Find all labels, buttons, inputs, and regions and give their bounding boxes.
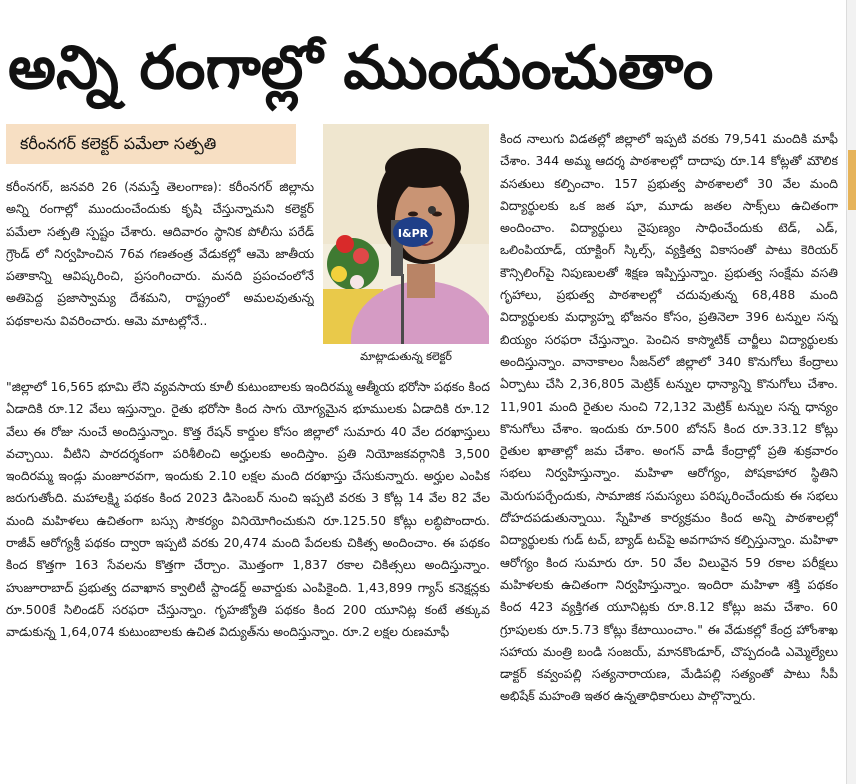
collector-photo-illustration	[323, 124, 489, 344]
adjacent-article-edge	[846, 0, 856, 784]
adjacent-photo-sliver	[848, 150, 856, 210]
article-paragraph-continued: కింద నాలుగు విడతల్లో జిల్లాలో ఇప్పటి వరకు 79,541 మందికి మాఫీ చేశాం. 344 అమ్మ ఆదర్శ పాఠశాలల్లో దాదాపు రూ.14 కోట్లతో మౌలిక వసతులు కల్పించాం. 157 ప్రభుత్వ పాఠశాలలో 30 వేల మంది విద్యార్థులకు ఒక జత షూ, మూడు జతల సాక్స్‌లు ఉచితంగా అందించాం. విద్యార్థులు నైపుణ్యం సాధించేందుకు టెడ్, ఎడ్, ఒలింపియాడ్, యాక్టింగ్ స్కిల్స్, వ్యక్తిత్వ వికాసంతో పాటు కెరియర్ కౌన్సిలింగ్‌పై నిపుణులతో శిక్షణ ఇప్పిస్తున్నాం. ప్రభుత్వ సంక్షేమ వసతి గృహాలు, ప్రభుత్వ పాఠశాలల్లో చదువుతున్న 68,488 మంది విద్యార్థులకు మధ్యాహ్న భోజనం కోసం, ప్రతినెలా 396 టన్నుల సన్న బియ్యం సరఫరా చేస్తున్నాం. పెంచిన కాస్మొటిక్ చార్జీలు విద్యార్థులకు అందిస్తున్నాం. వానాకాలం సీజన్‌లో జిల్లాలో 340 కొనుగోలు కేంద్రాలు ఏర్పాటు చేసి 2,36,805 మెట్రిక్ టన్నుల ధాన్యాన్ని కొనుగోలు చేశాం. 11,901 మంది రైతుల నుంచి 72,132 మెట్రిక్ టన్నుల సన్న ధాన్యం కొనుగోలు చేశాం. ఇందుకు రూ.500 బోనస్ కింద రూ.33.12 కోట్లు రైతుల ఖాతాల్లో జమ చేశాం. అంగన్ వాడీ కేంద్రాల్లో ప్రతి శుక్రవారం సభలు నిర్వహిస్తున్నాం. మహిళా ఆరోగ్యం, పోషకాహార స్థితిని మెరుగుపర్చేందుకు, సామాజిక సమస్యలు పరిష్కరించేందుకు ఈ సభలు దోహదపడుతున్నాయి. స్నేహిత కార్యక్రమం కింద అన్ని పాఠశాలల్లో విద్యార్థులకు గుడ్ టచ్, బ్యాడ్ టచ్‌పై అవగాహన కల్పిస్తున్నాం. మహిళా ఆరోగ్యం కింద సుమారు రూ. 50 వేల విలువైన 59 రకాల పరీక్షలు మహిళలకు ఉచితంగా నిర్వహిస్తున్నాం. ఇందిరా మహిళా శక్తి పథకం కింద 423 వ్యక్తిగత యూనిట్లకు రూ.8.12 కోట్లు జమ చేశాం. 60 గ్రూపులకు రూ.5.73 కోట్లు కేటాయించాం." ఈ వేడుకల్లో కేంద్ర హోంశాఖ సహాయ మంత్రి బండి సంజయ్, మానకొండూర్, చొప్పదండి ఎమ్మెల్యేలు డాక్టర్ కవ్వంపల్లి సత్యనారాయణ, మేడిపల్లి సత్యంతో పాటు సీపీ అభిషేక్ మహంతి ఇతర ఉన్నతాధికారులు పాల్గొన్నారు.	[500, 131, 838, 704]
article-column-left-bottom	[6, 376, 490, 780]
article-column-left-top	[6, 176, 314, 376]
byline-box	[6, 124, 296, 164]
article-paragraph-quote: "జిల్లాలో 16,565 భూమి లేని వ్యవసాయ కూలీ కుటుంబాలకు ఇందిరమ్మ ఆత్మీయ భరోసా పథకం కింద ఏడాదికి రూ.12 వేలు ఇస్తున్నాం. రైతు భరోసా కింద సాగు యోగ్యమైన భూములకు ఏడాదికి రూ.12 వేలు ఈ రోజు నుంచే అందిస్తున్నాం. కొత్త రేషన్ కార్డుల కోసం జిల్లాలో సుమారు 40 వేల దరఖాస్తులు వచ్చాయి. వీటిని పారదర్శకంగా పరిశీలించి అర్హులకు అందిస్తాం. ప్రతి నియోజకవర్గానికి 3,500 ఇందిరమ్మ ఇండ్లు మంజూరవగా, ఇందుకు 2.10 లక్షల మంది దరఖాస్తు చేసుకున్నారు. అర్హుల ఎంపిక జరుగుతోంది. మహాలక్ష్మి పథకం కింద 2023 డిసెంబర్ నుంచి ఇప్పటి వరకు 3 కోట్ల 14 వేల 82 వేల మంది మహిళలు ఉచితంగా బస్సు సౌకర్యం వినియోగించుకుని రూ.125.50 కోట్లు లబ్ధిపొందారు. రాజీవ్ ఆరోగ్యశ్రీ పథకం ద్వారా ఇప్పటి వరకు 20,474 మంది పేదలకు చికిత్స అందించాం. ఈ పథకం కింద కొత్తగా 163 సేవలను కొత్తగా చేర్చాం. మొత్తంగా 1,837 రకాల చికిత్సలు అందిస్తున్నాం. హుజూరాబాద్ ప్రభుత్వ దవాఖాన క్వాలిటీ స్టాండర్డ్ అవార్డుకు ఎంపికైంది. 1,43,899 గ్యాస్ కనెక్షన్లకు రూ.500కే సిలిండర్ సరఫరా చేస్తున్నాం. గృహజ్యోతి పథకం కింద 200 యూనిట్ల కంటే తక్కువ వాడుకున్న 1,64,074 కుటుంబాలకు ఉచిత విద్యుత్‌ను అందిస్తున్నాం. రూ.2 లక్షల రుణమాఫీ	[6, 379, 490, 640]
podium-logo-text: I&PR	[397, 227, 429, 240]
photo-caption: మాట్లాడుతున్న కలెక్టర్	[360, 350, 452, 363]
article-paragraph-intro: కరీంనగర్, జనవరి 26 (నమస్తే తెలంగాణ): కరీంనగర్ జిల్లాను అన్ని రంగాల్లో ముందుంచేందుకు కృషి చేస్తున్నామని కలెక్టర్ పమేలా సత్పతి స్పష్టం చేశారు. ఆదివారం స్థానిక పోలీసు పరేడ్ గ్రౌండ్ లో నిర్వహించిన 76వ గణతంత్ర వేడుకల్లో ఆమె జాతీయ పతాకాన్ని ఆవిష్కరించి, ప్రసంగించారు. మనది ప్రపంచంలోనే అతిపెద్ద ప్రజాస్వామ్య దేశమని, రాష్ట్రంలో అమలవుతున్న పథకాలను వివరించారు. ఆమె మాటల్లోనే..	[6, 179, 314, 328]
headline: అన్ని రంగాల్లో ముందుంచుతాం	[8, 33, 714, 103]
byline-text: కరీంనగర్ కలెక్టర్ పమేలా సత్పతి	[20, 134, 217, 153]
collector-photo	[323, 124, 489, 344]
article-column-right	[500, 128, 838, 780]
